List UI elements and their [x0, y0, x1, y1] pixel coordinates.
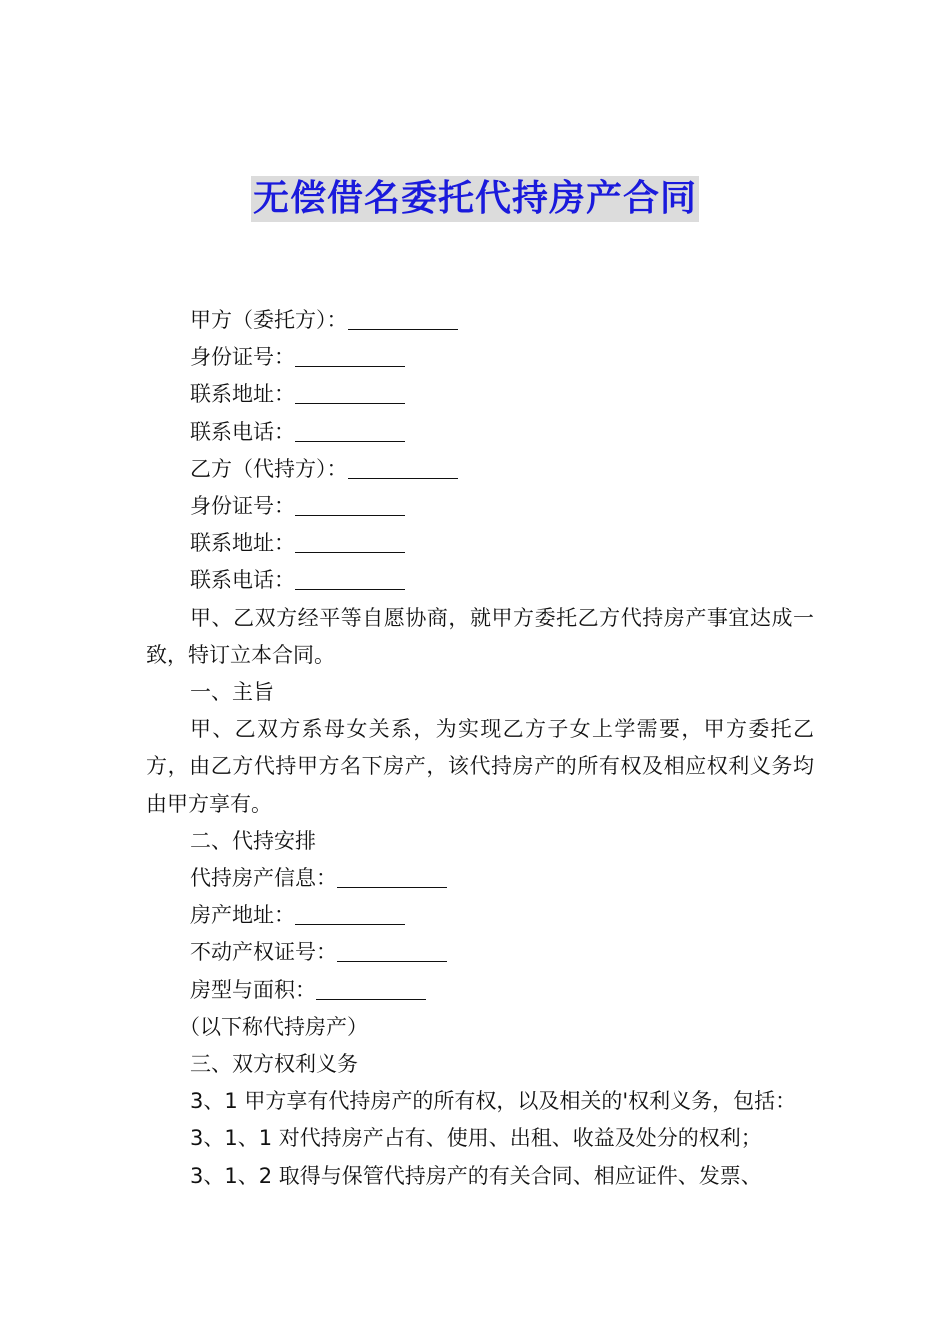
- section2-heading: 二、代持安排: [190, 828, 316, 853]
- party-b-id-label: 身份证号：: [190, 494, 295, 519]
- property-address-blank: [295, 902, 405, 925]
- party-b-phone-line: [146, 562, 814, 599]
- party-a-id-blank: [295, 344, 405, 367]
- party-a-address-label: 联系地址：: [190, 382, 295, 407]
- party-a-phone-blank: [295, 419, 405, 442]
- certificate-label: 不动产权证号：: [190, 940, 337, 965]
- section3-heading: 三、双方权利义务: [190, 1052, 358, 1077]
- layout-area-blank: [316, 977, 426, 1000]
- certificate-line: [146, 934, 814, 971]
- party-a-phone-line: [146, 414, 814, 451]
- document-title: 无偿借名委托代持房产合同: [251, 176, 699, 222]
- party-a-id-label: 身份证号：: [190, 345, 295, 370]
- layout-area-line: [146, 972, 814, 1009]
- party-b-phone-blank: [295, 567, 405, 590]
- party-b-label: 乙方（代持方）：: [190, 456, 348, 481]
- property-info-line: [146, 860, 814, 897]
- certificate-blank: [337, 939, 447, 962]
- property-address-label: 房产地址：: [190, 903, 295, 928]
- title-wrap: [0, 176, 950, 222]
- property-info-label: 代持房产信息：: [190, 866, 337, 891]
- layout-area-label: 房型与面积：: [190, 977, 316, 1002]
- party-b-line: [146, 451, 814, 488]
- party-a-address-blank: [295, 381, 405, 404]
- party-a-label: 甲方（委托方）：: [190, 308, 348, 332]
- clause-3-1-2: 3、1、2 取得与保管代持房产的有关合同、相应证件、发票、: [190, 1163, 762, 1188]
- intro-paragraph: 甲、乙双方经平等自愿协商，就甲方委托乙方代持房产事宜达成一致，特订立本合同。: [146, 605, 814, 667]
- party-a-blank: [348, 307, 458, 330]
- party-b-id-line: [146, 488, 814, 525]
- party-a-address-line: [146, 376, 814, 413]
- property-info-blank: [337, 865, 447, 888]
- party-a-phone-label: 联系电话：: [190, 419, 295, 444]
- clause-3-1-1: 3、1、1 对代持房产占有、使用、出租、收益及处分的权利；: [190, 1126, 762, 1151]
- section1-paragraph: 甲、乙双方系母女关系，为实现乙方子女上学需要，甲方委托乙方，由乙方代持甲方名下房产，该代持房产的所有权及相应权利义务均由甲方享有。: [146, 717, 814, 816]
- party-b-phone-label: 联系电话：: [190, 568, 295, 593]
- party-b-address-line: [146, 525, 814, 562]
- section1-heading: 一、主旨: [190, 680, 274, 705]
- party-b-address-blank: [295, 530, 405, 553]
- party-b-id-blank: [295, 493, 405, 516]
- party-a-id-line: [146, 339, 814, 376]
- property-note: （以下称代持房产）: [179, 1014, 368, 1039]
- document-body: [146, 302, 814, 1195]
- party-b-blank: [348, 456, 458, 479]
- property-address-line: [146, 897, 814, 934]
- party-b-address-label: 联系地址：: [190, 531, 295, 556]
- clause-3-1: 3、1 甲方享有代持房产的所有权，以及相关的'权利义务，包括：: [190, 1089, 797, 1114]
- party-a-line: [146, 302, 814, 339]
